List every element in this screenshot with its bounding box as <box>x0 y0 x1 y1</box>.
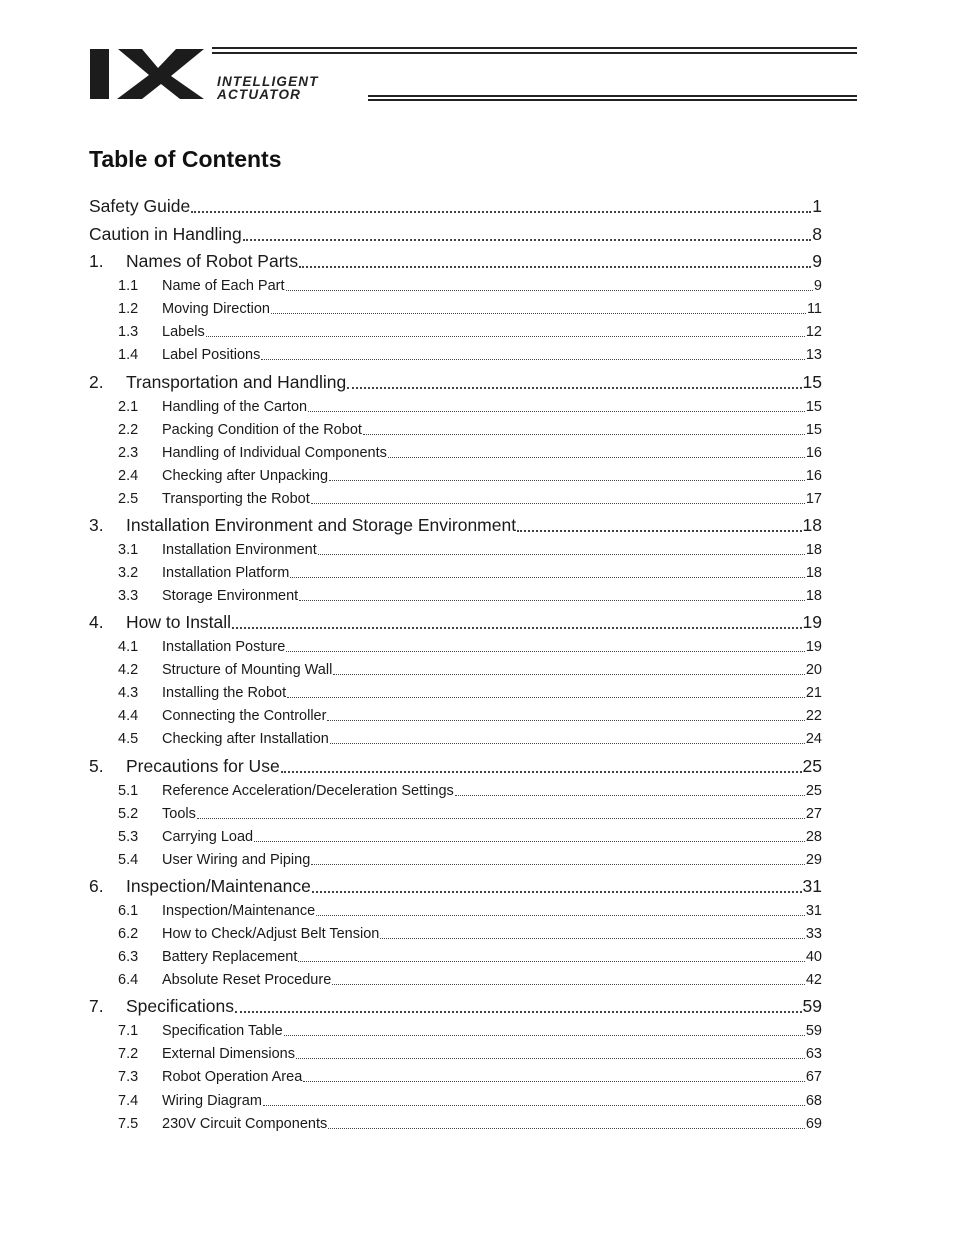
toc-label: Caution in Handling <box>89 224 242 244</box>
toc-number: 2.2 <box>118 422 139 438</box>
toc-dot-leader <box>263 1105 805 1106</box>
toc-number: 5.4 <box>118 852 139 868</box>
toc-number: 7.2 <box>118 1046 139 1062</box>
toc-label: Name of Each Part <box>162 278 285 294</box>
toc-page-number: 18 <box>805 542 822 558</box>
toc-label: Installation Environment <box>162 542 317 558</box>
toc-page-number: 11 <box>806 301 822 317</box>
toc-dot-leader <box>206 336 805 337</box>
toc-label: Robot Operation Area <box>162 1069 303 1085</box>
header-rule-bottom <box>368 95 857 103</box>
toc-page-number: 19 <box>805 639 822 655</box>
toc-number: 4.5 <box>118 731 139 747</box>
page-title: Table of Contents <box>89 146 282 172</box>
toc-number: 6.1 <box>118 903 139 919</box>
toc-subsection-row[interactable] <box>89 806 822 822</box>
toc-label: Installation Environment and Storage Environment <box>126 515 517 535</box>
toc-label: Specifications <box>126 996 234 1016</box>
toc-number: 5.2 <box>118 806 139 822</box>
toc-label: Carrying Load <box>162 829 254 845</box>
toc-page-number: 15 <box>805 422 822 438</box>
toc-label: Inspection/Maintenance <box>126 876 311 896</box>
toc-dot-leader <box>290 577 805 578</box>
toc-dot-leader <box>296 1058 805 1059</box>
toc-number: 2.4 <box>118 468 139 484</box>
toc-number: 6.2 <box>118 926 139 942</box>
toc-page-number: 12 <box>805 324 822 340</box>
toc-number: 1.3 <box>118 324 139 340</box>
page-header <box>0 0 954 110</box>
toc-subsection-row[interactable] <box>89 445 822 461</box>
toc-section-row[interactable] <box>89 224 822 245</box>
toc-number: 7.4 <box>118 1093 139 1109</box>
toc-page-number: 33 <box>805 926 822 942</box>
header-rule-top <box>212 47 857 57</box>
toc-dot-leader <box>517 530 801 532</box>
toc-subsection-row[interactable] <box>89 1046 822 1062</box>
brand-line2: ACTUATOR <box>217 87 302 102</box>
toc-subsection-row[interactable] <box>89 588 822 604</box>
toc-label: Tools <box>162 806 196 822</box>
toc-page-number: 29 <box>805 852 822 868</box>
toc-dot-leader <box>286 651 805 652</box>
toc-number: 4.4 <box>118 708 139 724</box>
toc-number: 3.3 <box>118 588 139 604</box>
toc-page-number: 9 <box>813 278 822 294</box>
toc-label: Reference Acceleration/Deceleration Settings <box>162 783 454 799</box>
toc-label: How to Check/Adjust Belt Tension <box>162 926 380 942</box>
toc-page-number: 24 <box>805 731 822 747</box>
toc-number: 7. <box>89 996 104 1016</box>
toc-label: Handling of the Carton <box>162 399 308 415</box>
toc-subsection-row[interactable] <box>89 903 822 919</box>
toc-subsection-row[interactable] <box>89 399 822 415</box>
toc-section-row[interactable] <box>89 612 822 633</box>
toc-subsection-row[interactable] <box>89 852 822 868</box>
toc-dot-leader <box>327 720 804 721</box>
toc-label: Transporting the Robot <box>162 491 310 507</box>
toc-page-number: 19 <box>802 612 822 632</box>
toc-number: 1.1 <box>118 278 139 294</box>
toc-dot-leader <box>298 961 804 962</box>
toc-dot-leader <box>254 841 805 842</box>
toc-subsection-row[interactable] <box>89 278 822 294</box>
toc-number: 2.5 <box>118 491 139 507</box>
toc-page-number: 9 <box>812 251 822 271</box>
toc-dot-leader <box>311 503 805 504</box>
toc-subsection-row[interactable] <box>89 422 822 438</box>
toc-page-number: 31 <box>805 903 822 919</box>
toc-label: External Dimensions <box>162 1046 295 1062</box>
toc-page-number: 15 <box>802 372 822 392</box>
toc-page-number: 8 <box>812 224 822 244</box>
toc-label: Handling of Individual Components <box>162 445 387 461</box>
toc-dot-leader <box>380 938 805 939</box>
toc-label: Checking after Installation <box>162 731 329 747</box>
toc-dot-leader <box>330 743 805 744</box>
toc-number: 4. <box>89 612 104 632</box>
toc-subsection-row[interactable] <box>89 829 822 845</box>
toc-subsection-row[interactable] <box>89 972 822 988</box>
toc-subsection-row[interactable] <box>89 731 822 747</box>
toc-number: 6.3 <box>118 949 139 965</box>
toc-subsection-row[interactable] <box>89 949 822 965</box>
toc-dot-leader <box>284 1035 805 1036</box>
toc-number: 7.3 <box>118 1069 139 1085</box>
toc-number: 6. <box>89 876 104 896</box>
brand-wordmark <box>217 75 319 101</box>
toc-page-number: 21 <box>805 685 822 701</box>
toc-number: 2. <box>89 372 104 392</box>
toc-subsection-row[interactable] <box>89 1116 822 1132</box>
toc-label: How to Install <box>126 612 232 632</box>
toc-dot-leader <box>316 915 805 916</box>
toc-number: 2.3 <box>118 445 139 461</box>
toc-number: 1. <box>89 251 104 271</box>
toc-section-row[interactable] <box>89 372 822 393</box>
toc-page-number: 17 <box>805 491 822 507</box>
toc-page-number: 59 <box>805 1023 822 1039</box>
toc-dot-leader <box>286 290 813 291</box>
toc-label: Names of Robot Parts <box>126 251 299 271</box>
toc-dot-leader <box>235 1011 802 1013</box>
toc-subsection-row[interactable] <box>89 542 822 558</box>
toc-page-number: 20 <box>805 662 822 678</box>
toc-page-number: 1 <box>812 196 822 216</box>
toc-number: 4.1 <box>118 639 139 655</box>
toc-label: Wiring Diagram <box>162 1093 262 1109</box>
toc-label: Label Positions <box>162 347 261 363</box>
toc-dot-leader <box>197 818 805 819</box>
toc-subsection-row[interactable] <box>89 491 822 507</box>
toc-page-number: 40 <box>805 949 822 965</box>
toc-dot-leader <box>333 674 805 675</box>
toc-label: Specification Table <box>162 1023 283 1039</box>
toc-page-number: 22 <box>805 708 822 724</box>
toc-label: Moving Direction <box>162 301 270 317</box>
toc-page-number: 69 <box>805 1116 822 1132</box>
toc-number: 7.5 <box>118 1116 139 1132</box>
toc-page-number: 18 <box>802 515 822 535</box>
toc-label: Packing Condition of the Robot <box>162 422 362 438</box>
toc-dot-leader <box>347 387 801 389</box>
toc-label: Transportation and Handling <box>126 372 347 392</box>
toc-page-number: 16 <box>805 468 822 484</box>
toc-page-number: 13 <box>805 347 822 363</box>
toc-dot-leader <box>281 771 802 773</box>
toc-number: 4.2 <box>118 662 139 678</box>
toc-number: 7.1 <box>118 1023 139 1039</box>
toc-subsection-row[interactable] <box>89 662 822 678</box>
toc-subsection-row[interactable] <box>89 926 822 942</box>
toc-label: Battery Replacement <box>162 949 298 965</box>
toc-subsection-row[interactable] <box>89 639 822 655</box>
toc-label: Precautions for Use <box>126 756 280 776</box>
toc-page-number: 42 <box>805 972 822 988</box>
toc-subsection-row[interactable] <box>89 1023 822 1039</box>
toc-page-number: 59 <box>802 996 822 1016</box>
toc-dot-leader <box>388 457 805 458</box>
toc-section-row[interactable] <box>89 996 822 1017</box>
toc-number: 3. <box>89 515 104 535</box>
toc-subsection-row[interactable] <box>89 708 822 724</box>
toc-label: Structure of Mounting Wall <box>162 662 333 678</box>
toc-section-row[interactable] <box>89 876 822 897</box>
toc-dot-leader <box>232 627 801 629</box>
toc-dot-leader <box>243 239 812 241</box>
toc-dot-leader <box>299 600 805 601</box>
toc-label: Absolute Reset Procedure <box>162 972 332 988</box>
toc-page-number: 15 <box>805 399 822 415</box>
toc-page-number: 63 <box>805 1046 822 1062</box>
toc-subsection-row[interactable] <box>89 1093 822 1109</box>
toc-label: User Wiring and Piping <box>162 852 311 868</box>
toc-label: Labels <box>162 324 205 340</box>
toc-number: 3.2 <box>118 565 139 581</box>
toc-section-row[interactable] <box>89 251 822 272</box>
toc-dot-leader <box>191 211 811 213</box>
toc-dot-leader <box>299 266 811 268</box>
toc-label: Storage Environment <box>162 588 299 604</box>
toc-number: 6.4 <box>118 972 139 988</box>
toc-dot-leader <box>271 313 806 314</box>
toc-subsection-row[interactable] <box>89 301 822 317</box>
toc-page-number: 16 <box>805 445 822 461</box>
toc-dot-leader <box>455 795 805 796</box>
toc-page-number: 18 <box>805 588 822 604</box>
toc-dot-leader <box>332 984 805 985</box>
toc-section-row[interactable] <box>89 515 822 536</box>
toc-dot-leader <box>261 359 805 360</box>
toc-page-number: 68 <box>805 1093 822 1109</box>
toc-number: 3.1 <box>118 542 139 558</box>
toc-page-number: 18 <box>805 565 822 581</box>
toc-label: Safety Guide <box>89 196 191 216</box>
toc-page-number: 25 <box>802 756 822 776</box>
toc-subsection-row[interactable] <box>89 347 822 363</box>
toc-dot-leader <box>308 411 805 412</box>
toc-number: 1.2 <box>118 301 139 317</box>
brand-line1: INTELLIGENT <box>217 74 319 89</box>
toc-number: 5. <box>89 756 104 776</box>
toc-label: Installation Platform <box>162 565 290 581</box>
toc-number: 5.3 <box>118 829 139 845</box>
toc-subsection-row[interactable] <box>89 783 822 799</box>
toc-page-number: 27 <box>805 806 822 822</box>
toc-dot-leader <box>312 891 802 893</box>
toc-subsection-row[interactable] <box>89 324 822 340</box>
toc-label: Inspection/Maintenance <box>162 903 316 919</box>
toc-section-row[interactable] <box>89 756 822 777</box>
toc-page-number: 31 <box>802 876 822 896</box>
toc-dot-leader <box>287 697 805 698</box>
toc-page-number: 28 <box>805 829 822 845</box>
toc-number: 2.1 <box>118 399 139 415</box>
toc-label: 230V Circuit Components <box>162 1116 328 1132</box>
toc-page-number: 25 <box>805 783 822 799</box>
toc-subsection-row[interactable] <box>89 1069 822 1085</box>
toc-number: 4.3 <box>118 685 139 701</box>
toc-dot-leader <box>363 434 805 435</box>
toc-subsection-row[interactable] <box>89 565 822 581</box>
toc-label: Installing the Robot <box>162 685 287 701</box>
toc-dot-leader <box>303 1081 805 1082</box>
toc-label: Connecting the Controller <box>162 708 327 724</box>
toc-dot-leader <box>328 1128 805 1129</box>
toc-number: 5.1 <box>118 783 139 799</box>
toc-page-number: 67 <box>805 1069 822 1085</box>
toc-dot-leader <box>311 864 805 865</box>
toc-label: Checking after Unpacking <box>162 468 329 484</box>
toc-dot-leader <box>318 554 805 555</box>
toc-dot-leader <box>329 480 805 481</box>
toc-number: 1.4 <box>118 347 139 363</box>
toc-subsection-row[interactable] <box>89 468 822 484</box>
toc-label: Installation Posture <box>162 639 286 655</box>
toc-section-row[interactable] <box>89 196 822 217</box>
ix-logo-icon <box>90 46 208 101</box>
toc-subsection-row[interactable] <box>89 685 822 701</box>
